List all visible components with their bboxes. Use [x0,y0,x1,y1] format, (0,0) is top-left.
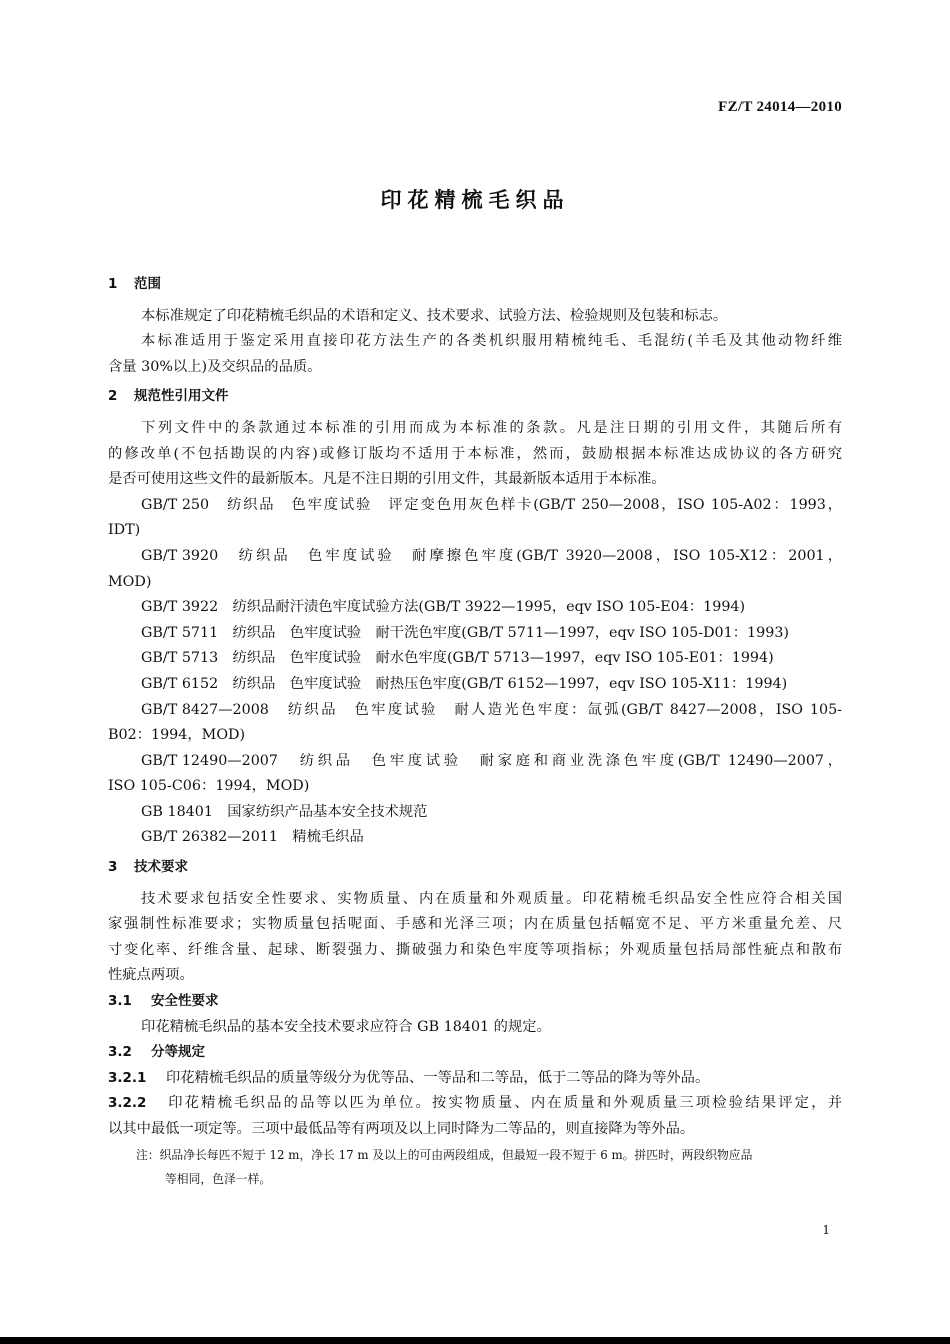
reference-code: GB/T 8427—2008 [141,701,269,718]
document-body [108,268,842,1191]
reference-code: GB/T 12490—2007 [141,752,278,769]
page-number: 1 [822,1223,830,1237]
reference-item [108,698,842,724]
reference-code: GB/T 5713 [141,650,219,667]
paragraph-line: 是否可使用这些文件的最新版本。凡是不注日期的引用文件，其最新版本适用于本标准。 [108,471,666,488]
section-number: 3 [108,859,118,876]
reference-title: 纺织品 色牢度试验 耐人造光色牢度：氙弧(GB/T 8427—2008，ISO 105- [287,701,842,718]
clause-text: 印花精梳毛织品的品等以匹为单位。按实物质量、内在质量和外观质量三项检验结果评定，并 [166,1095,842,1112]
reference-item [108,493,842,519]
reference-code: GB/T 6152 [141,675,219,692]
paragraph: 印花精梳毛织品的基本安全技术要求应符合 GB 18401 的规定。 [141,1018,551,1035]
reference-item [108,672,842,698]
clause-3-2-2 [108,1091,842,1117]
reference-code: GB 18401 [141,803,213,820]
reference-item [108,595,842,621]
section-title: 技术要求 [134,859,188,876]
reference-title: 纺织品 色牢度试验 评定变色用灰色样卡(GB/T 250—2008，ISO 105-A02：1993， [227,496,842,513]
clause-text: 印花精梳毛织品的质量等级分为优等品、一等品和二等品，低于二等品的降为等外品。 [166,1069,710,1086]
reference-item [108,825,842,851]
clause-3-2-1 [108,1066,842,1092]
note-line: 注：织品净长每匹不短于 12 m，净长 17 m 及以上的可由两段组成，但最短一段不短于 6 m。拼匹时，两段织物应品 [136,1147,753,1162]
reference-code: GB/T 5711 [141,624,219,641]
section-number: 2 [108,388,118,405]
reference-title: 纺织品耐汗渍色牢度试验方法(GB/T 3922—1995，eqv ISO 105-E04：1994) [232,599,746,616]
reference-continuation: MOD) [108,573,152,590]
paragraph-line: 技术要求包括安全性要求、实物质量、内在质量和外观质量。印花精梳毛织品安全性应符合相关国 [141,890,842,907]
reference-item [108,800,842,826]
paragraph-line: 寸变化率、纤维含量、起球、断裂强力、撕破强力和染色牢度等项指标；外观质量包括局部性疵点和散布 [108,941,842,958]
section-number: 1 [108,276,118,292]
document-title: 印花精梳毛织品 [380,188,570,212]
standard-code: FZ/T 24014—2010 [718,99,842,115]
reference-title: 纺织品 色牢度试验 耐热压色牢度(GB/T 6152—1997，eqv ISO 105-X11：1994) [232,675,788,692]
note-line: 等相同，色泽一样。 [165,1171,272,1186]
reference-item [108,646,842,672]
subsection-number: 3.2 [108,1044,132,1061]
subsection-title: 安全性要求 [151,993,219,1010]
reference-title: 纺织品 色牢度试验 耐家庭和商业洗涤色牢度(GB/T 12490—2007， [299,752,842,769]
paragraph-line: 含量 30%以上)及交织品的品质。 [108,358,322,375]
reference-item [108,544,842,570]
reference-continuation: B02：1994，MOD) [108,727,246,744]
reference-continuation: IDT) [108,522,141,539]
reference-title: 纺织品 色牢度试验 耐干洗色牢度(GB/T 5711—1997，eqv ISO 105-D01：1993) [232,624,790,641]
page-bottom-border [0,1337,950,1344]
reference-item [108,621,842,647]
section-2-heading [108,384,842,410]
clause-continuation: 以其中最低一项定等。三项中最低品等有两项及以上同时降为二等品的，则直接降为等外品。 [108,1121,695,1137]
subsection-3-1-heading [108,989,842,1015]
reference-title: 纺织品 色牢度试验 耐水色牢度(GB/T 5713—1997，eqv ISO 105-E01：1994) [232,650,774,667]
section-title: 范围 [134,276,161,292]
reference-continuation: ISO 105-C06：1994，MOD) [108,778,310,795]
section-3-heading [108,855,842,881]
subsection-3-2-heading [108,1040,842,1066]
reference-code: GB/T 3922 [141,599,219,616]
section-1-heading [108,272,842,298]
clause-number: 3.2.2 [108,1095,147,1112]
paragraph-line: 性疵点两项。 [108,967,194,984]
reference-title: 纺织品 色牢度试验 耐摩擦色牢度(GB/T 3920—2008，ISO 105-X12：2001， [238,547,842,564]
clause-number: 3.2.1 [108,1069,147,1086]
paragraph-line: 家强制性标准要求；实物质量包括呢面、手感和光泽三项；内在质量包括幅宽不足、平方米重量允差、尺 [108,916,842,933]
reference-code: GB/T 250 [141,496,210,513]
reference-title: 精梳毛织品 [292,829,364,846]
subsection-number: 3.1 [108,993,132,1010]
reference-code: GB/T 26382—2011 [141,829,278,846]
reference-item [108,749,842,775]
reference-title: 国家纺织产品基本安全技术规范 [227,803,428,820]
reference-code: GB/T 3920 [141,547,219,564]
subsection-title: 分等规定 [151,1044,205,1061]
paragraph-line: 的修改单(不包括勘误的内容)或修订版均不适用于本标准，然而，鼓励根据本标准达成协议的各方研究 [108,445,842,462]
section-title: 规范性引用文件 [134,388,229,405]
paragraph-line: 本标准适用于鉴定采用直接印花方法生产的各类机织服用精梳纯毛、毛混纺(羊毛及其他动物纤维 [141,333,842,350]
paragraph-line: 下列文件中的条款通过本标准的引用而成为本标准的条款。凡是注日期的引用文件，其随后所有 [141,419,842,436]
paragraph: 本标准规定了印花精梳毛织品的术语和定义、技术要求、试验方法、检验规则及包装和标志。 [141,307,728,324]
